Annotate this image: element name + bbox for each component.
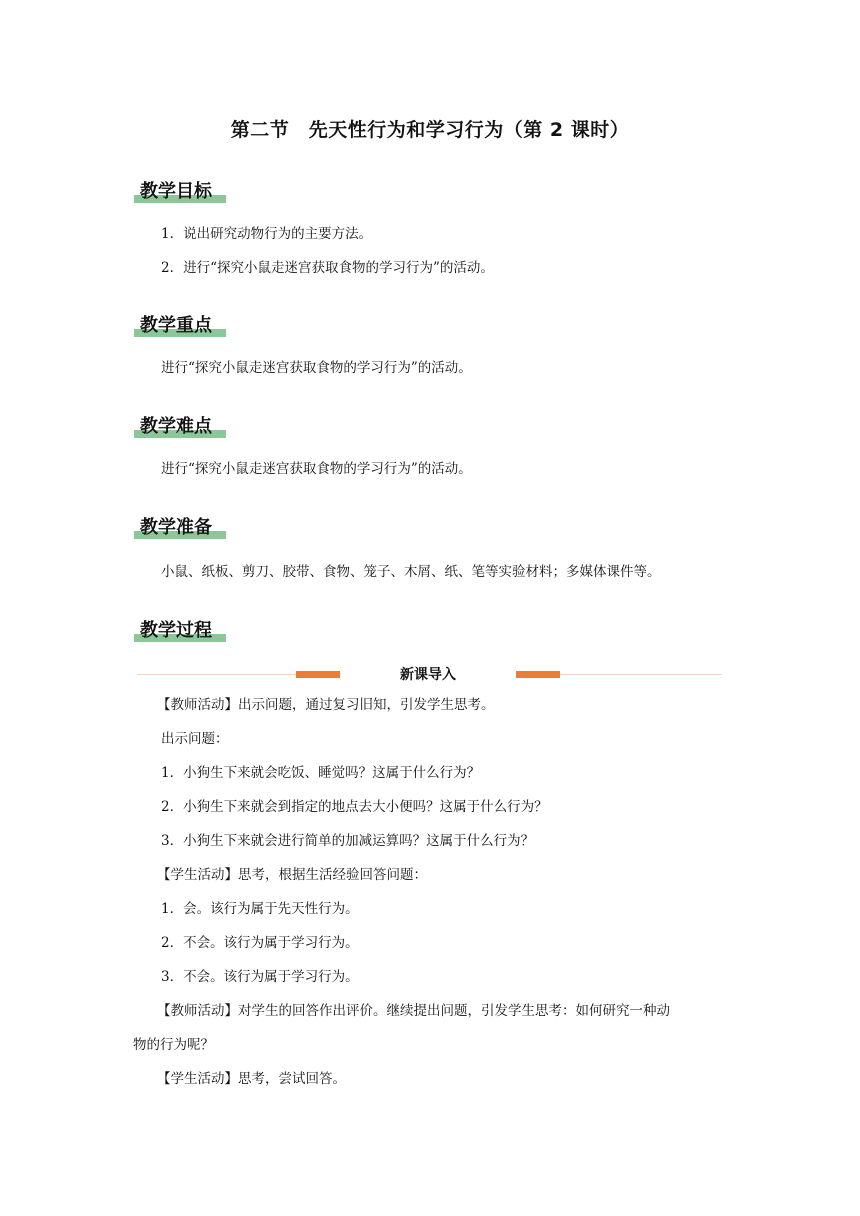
process-heading: 教学过程 [140,620,212,641]
goals-item-1: 1．说出研究动物行为的主要方法。 [161,226,373,242]
process-line-8: 2．不会。该行为属于学习行为。 [161,935,359,951]
process-line-6: 【学生活动】思考，根据生活经验回答问题： [157,867,427,883]
process-line-3: 1．小狗生下来就会吃饭、睡觉吗？这属于什么行为？ [161,765,481,781]
preparation-heading: 教学准备 [140,517,212,538]
process-line-4: 2．小狗生下来就会到指定的地点去大小便吗？这属于什么行为？ [161,799,548,815]
difficulties-text: 进行“探究小鼠走迷宫获取食物的学习行为”的活动。 [161,461,472,477]
difficulties-heading: 教学难点 [140,416,212,437]
process-line-5: 3．小狗生下来就会进行简单的加减运算吗？这属于什么行为？ [161,833,535,849]
process-line-12: 【学生活动】思考，尝试回答。 [157,1071,346,1087]
process-line-10: 【教师活动】对学生的回答作出评价。继续提出问题，引发学生思考：如何研究一种动 [157,1003,670,1019]
key-points-heading: 教学重点 [140,315,212,336]
subsection-label-new-lesson-intro: 新课导入 [400,667,456,683]
process-line-9: 3．不会。该行为属于学习行为。 [161,969,359,985]
key-points-text: 进行“探究小鼠走迷宫获取食物的学习行为”的活动。 [161,360,472,376]
goals-heading: 教学目标 [140,181,212,202]
goals-item-2: 2．进行“探究小鼠走迷宫获取食物的学习行为”的活动。 [161,260,494,276]
process-line-11: 物的行为呢？ [133,1037,214,1053]
preparation-text: 小鼠、纸板、剪刀、胶带、食物、笼子、木屑、纸、笔等实验材料；多媒体课件等。 [161,564,661,580]
process-line-2: 出示问题： [161,731,229,747]
page-title: 第二节 先天性行为和学习行为（第 2 课时） [230,119,630,141]
process-line-1: 【教师活动】出示问题，通过复习旧知，引发学生思考。 [157,697,495,713]
process-line-7: 1．会。该行为属于先天性行为。 [161,901,359,917]
divider-accent-right [516,671,560,678]
divider-accent-left [296,671,340,678]
